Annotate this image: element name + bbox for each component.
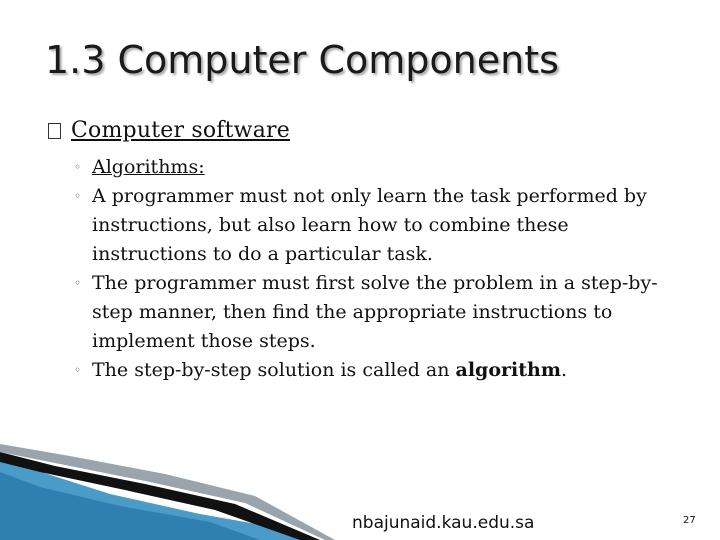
slide-title: 1.3 Computer Components — [45, 38, 559, 82]
list-item — [74, 182, 674, 269]
bullet-list — [74, 153, 674, 385]
page-number: 27 — [683, 515, 696, 526]
list-item — [74, 269, 674, 356]
item-bold-term: algorithm — [455, 359, 561, 381]
circle-bullet-icon: ◦ — [74, 363, 82, 377]
circle-bullet-icon: ◦ — [74, 189, 82, 203]
item-text: Algorithms: — [92, 156, 205, 178]
box-bullet-icon — [48, 123, 61, 139]
item-text-after: . — [560, 359, 567, 381]
list-item — [74, 153, 674, 182]
footer-text: nbajunaid.kau.edu.sa — [352, 513, 535, 533]
list-item — [74, 356, 674, 385]
circle-bullet-icon: ◦ — [74, 276, 82, 290]
item-text-before: The step-by-step solution is called an — [92, 359, 456, 381]
section-heading — [48, 118, 290, 143]
item-text: The programmer must first solve the problem in a step-by-step manner, then find the appropriate instructions to implement those steps. — [92, 272, 658, 352]
section-label: Computer software — [71, 118, 290, 143]
circle-bullet-icon: ◦ — [74, 160, 82, 174]
item-text: A programmer must not only learn the task performed by instructions, but also learn how to combine these instructions to do a particular task. — [92, 185, 647, 265]
